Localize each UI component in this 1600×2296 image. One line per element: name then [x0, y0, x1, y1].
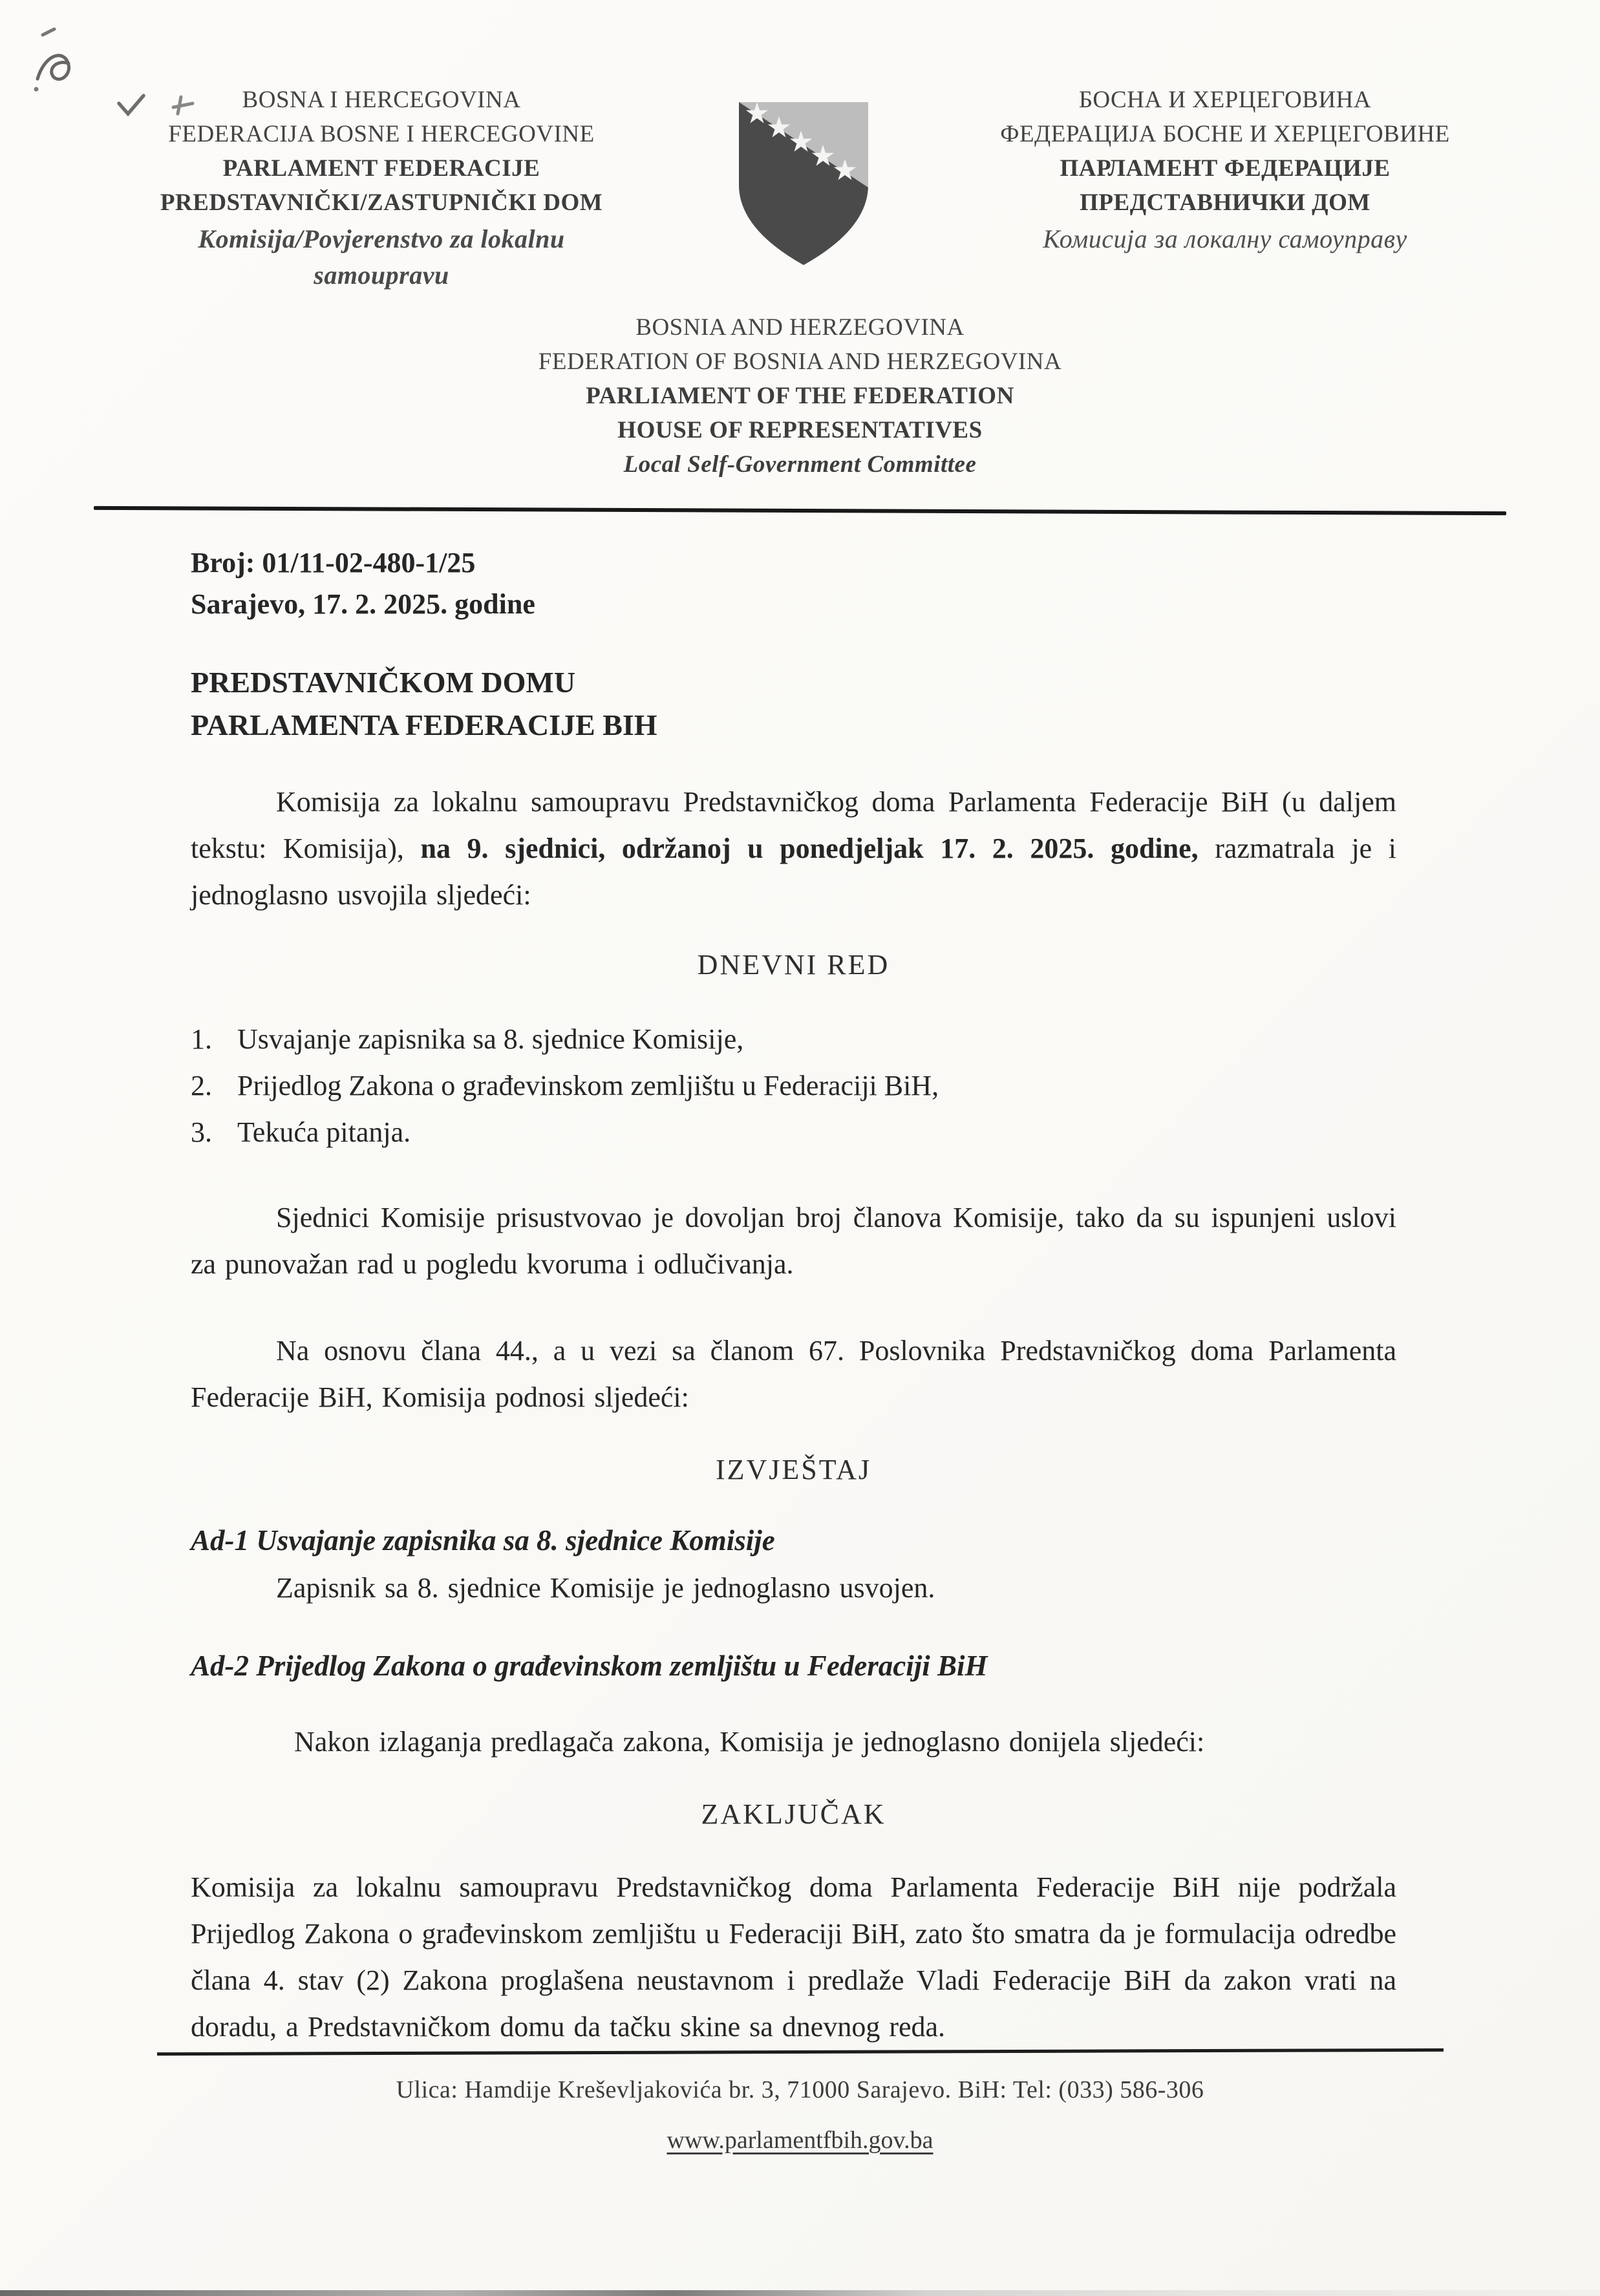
coat-of-arms-icon: [726, 92, 881, 279]
agenda-item-1-text: Usvajanje zapisnika sa 8. sjednice Komisije,: [237, 1023, 744, 1055]
reference-number: Broj: 01/11-02-480-1/25: [191, 547, 476, 579]
letterhead: [0, 0, 1600, 293]
scan-bottom-edge-artifact: [0, 2290, 1600, 2296]
report-title: IZVJEŠTAJ: [715, 1454, 872, 1485]
agenda-title: DNEVNI RED: [697, 949, 890, 981]
ad1-heading: Ad-1 Usvajanje zapisnika sa 8. sjednice Komisije: [191, 1524, 775, 1557]
org-line-committee-cy: Комисија за локалну самоуправу: [1043, 224, 1407, 253]
org-line-federation-en: FEDERATION OF BOSNIA AND HERZEGOVINA: [538, 348, 1062, 375]
crest-box: [726, 83, 881, 282]
org-line-federation-bs: FEDERACIJA BOSNE I HERCEGOVINE: [168, 121, 595, 147]
agenda-item-2-text: Prijedlog Zakona o građevinskom zemljištu u Federaciji BiH,: [237, 1070, 939, 1101]
conclusion-paragraph: Komisija za lokalnu samoupravu Predstavničkog doma Parlamenta Federacije BiH nije podržala Prijedlog Zakona o građevinskom zemljištu u Federaciji BiH, zato što smatra da je formulacija odredbe člana 4. stav (2) Zakona proglašena neustavnom i predlaže Vladi Federacije BiH da zakon vrati na doradu, a Predstavničkom domu da tačku skine sa dnevnog reda.: [191, 1871, 1396, 2043]
intro-text-session-bold: na 9. sjednici, održanoj u ponedjeljak 17. 2. 2025. godine,: [420, 833, 1199, 864]
org-block-english: [0, 310, 1600, 482]
org-line-committee-en: Local Self-Government Committee: [623, 451, 977, 478]
org-line-parliament-bs: PARLAMENT FEDERACIJE: [222, 155, 540, 182]
org-line-parliament-cy: ПАРЛАМЕНТ ФЕДЕРАЦИЈЕ: [1060, 155, 1391, 182]
agenda-item-2-number: 2.: [191, 1070, 212, 1101]
org-line-country-bs: BOSNA I HERCEGOVINA: [242, 87, 521, 113]
pen-marks: [27, 25, 221, 154]
addressee-line-2: PARLAMENTA FEDERACIJE BIH: [191, 708, 657, 741]
intro-text-end: razmatrala je i jednoglasno usvojila sljedeći:: [191, 833, 1396, 911]
org-block-cyrillic: [928, 83, 1522, 257]
agenda-item-1: [191, 1016, 1396, 1063]
footer-address: Ulica: Hamdije Kreševljakovića br. 3, 71000 Sarajevo. BiH: Tel: (033) 586-306: [396, 2076, 1204, 2103]
org-line-house-cy: ПРЕДСТАВНИЧКИ ДОМ: [1080, 189, 1371, 216]
org-line-country-cy: БОСНА И ХЕРЦЕГОВИНА: [1078, 87, 1372, 113]
agenda-item-2: [191, 1063, 1396, 1109]
agenda-item-3: [191, 1109, 1396, 1156]
ad2-intro-paragraph: Nakon izlaganja predlagača zakona, Komisija je jednoglasno donijela sljedeći:: [294, 1726, 1205, 1758]
intro-text-start: Komisija za lokalnu samoupravu Predstavničkog doma Parlamenta Federacije BiH (u daljem tekstu: Komisija),: [191, 786, 1396, 864]
conclusion-title: ZAKLJUČAK: [701, 1798, 886, 1830]
org-line-house-en: HOUSE OF REPRESENTATIVES: [617, 417, 983, 443]
quorum-paragraph: Sjednici Komisije prisustvovao je dovoljan broj članova Komisije, tako da su ispunjeni uslovi za punovažan rad u pogledu kvoruma i odlučivanja.: [191, 1202, 1396, 1280]
reference-date: Sarajevo, 17. 2. 2025. godine: [191, 588, 535, 620]
org-line-country-en: BOSNIA AND HERZEGOVINA: [635, 314, 965, 341]
ad2-heading: Ad-2 Prijedlog Zakona o građevinskom zemljištu u Federaciji BiH: [191, 1650, 988, 1682]
document-body: [0, 513, 1600, 2050]
ad1-body: Zapisnik sa 8. sjednice Komisije je jednoglasno usvojen.: [276, 1572, 935, 1604]
addressee-line-1: PREDSTAVNIČKOM DOMU: [191, 666, 576, 699]
reference-block: [191, 542, 1396, 625]
agenda-item-3-number: 3.: [191, 1116, 212, 1148]
org-line-house-bs: PREDSTAVNIČKI/ZASTUPNIČKI DOM: [160, 189, 603, 216]
addressee-block: [191, 661, 1396, 747]
org-line-parliament-en: PARLIAMENT OF THE FEDERATION: [586, 383, 1014, 409]
legal-basis-paragraph: Na osnovu člana 44., a u vezi sa članom 67. Poslovnika Predstavničkog doma Parlamenta Federacije BiH, Komisija podnosi sljedeći:: [191, 1335, 1396, 1413]
footer-website-link[interactable]: www.parlamentfbih.gov.ba: [667, 2127, 933, 2154]
footer: [0, 2050, 1600, 2154]
agenda-list: [191, 1016, 1396, 1156]
org-line-committee-bs: Komisija/Povjerenstvo za lokalnu samoupravu: [198, 224, 565, 290]
intro-paragraph: [191, 779, 1396, 919]
org-line-federation-cy: ФЕДЕРАЦИЈА БОСНЕ И ХЕРЦЕГОВИНЕ: [1000, 121, 1450, 147]
agenda-item-1-number: 1.: [191, 1023, 212, 1055]
agenda-item-3-text: Tekuća pitanja.: [237, 1116, 411, 1148]
